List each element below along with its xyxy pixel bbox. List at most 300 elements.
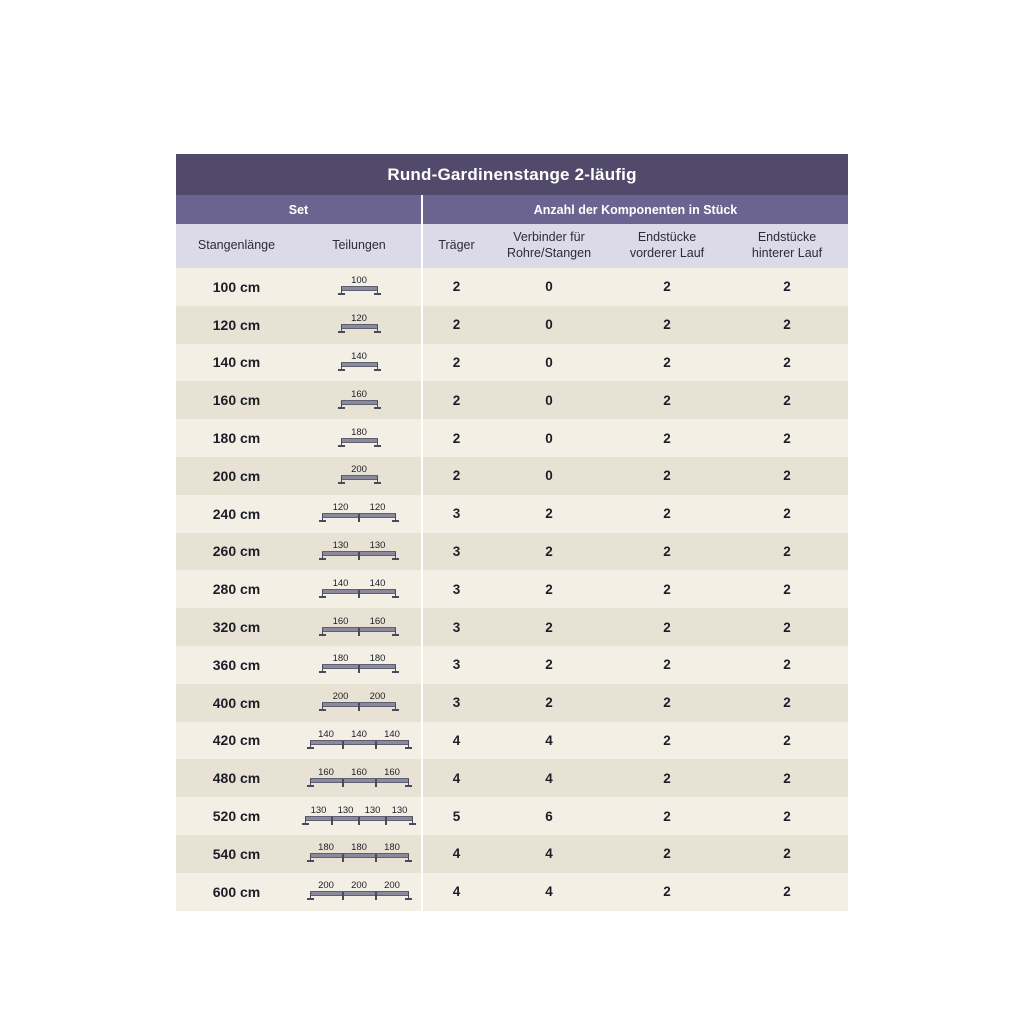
rod-diagram xyxy=(341,351,378,371)
cell-teilungen xyxy=(297,873,422,911)
cell-endstuecke-hinten: 2 xyxy=(726,381,848,419)
cell-endstuecke-vorne: 2 xyxy=(608,722,726,760)
rod-segment xyxy=(341,313,378,333)
rod-bar xyxy=(376,778,409,783)
rod-diagram xyxy=(341,275,378,295)
table-row xyxy=(176,419,848,457)
rod-segment xyxy=(341,464,378,484)
cell-endstuecke-hinten: 2 xyxy=(726,306,848,344)
rod-segment-label: 120 xyxy=(332,502,349,514)
cell-teilungen xyxy=(297,495,422,533)
rod-segment-label: 140 xyxy=(384,728,400,740)
cell-endstuecke-hinten: 2 xyxy=(726,570,848,608)
cell-teilungen xyxy=(297,722,422,760)
rod-bar xyxy=(322,627,359,632)
rod-segment xyxy=(359,540,396,560)
cell-traeger: 4 xyxy=(422,835,490,873)
rod-end-right xyxy=(374,293,381,295)
rod-tick-left xyxy=(343,854,344,862)
rod-end-right xyxy=(405,785,412,787)
rod-diagram xyxy=(322,540,396,560)
rod-end-left xyxy=(338,482,345,484)
rod-diagram xyxy=(322,616,396,636)
rod-end-left xyxy=(307,860,314,862)
cell-traeger: 4 xyxy=(422,873,490,911)
cell-endstuecke-hinten: 2 xyxy=(726,759,848,797)
cell-stangenlaenge: 600 cm xyxy=(176,873,297,911)
rod-segment-label: 130 xyxy=(364,804,381,816)
table-row xyxy=(176,268,848,306)
column-header-endstuecke-vorne-line2: vorderer Lauf xyxy=(629,246,705,260)
rod-bar xyxy=(376,740,409,745)
cell-stangenlaenge: 100 cm xyxy=(176,268,297,306)
cell-verbinder: 0 xyxy=(490,381,608,419)
table-row xyxy=(176,344,848,382)
rod-end-right xyxy=(405,898,412,900)
table-row xyxy=(176,306,848,344)
rod-segment xyxy=(341,389,378,409)
rod-bar xyxy=(359,551,396,556)
rod-segment xyxy=(332,805,359,825)
rod-bar xyxy=(341,400,378,405)
cell-teilungen xyxy=(297,835,422,873)
rod-end-right xyxy=(374,482,381,484)
rod-segment-label: 200 xyxy=(332,691,349,703)
cell-endstuecke-vorne: 2 xyxy=(608,381,726,419)
cell-teilungen xyxy=(297,419,422,457)
rod-segment xyxy=(310,767,343,787)
table-group-header-row xyxy=(176,195,848,224)
table-row xyxy=(176,797,848,835)
table-row xyxy=(176,533,848,571)
column-header-endstuecke-hinten xyxy=(726,224,848,268)
cell-endstuecke-vorne: 2 xyxy=(608,797,726,835)
rod-tick-left xyxy=(332,817,333,825)
table-column-header-row xyxy=(176,224,848,268)
rod-segment xyxy=(376,729,409,749)
cell-endstuecke-hinten: 2 xyxy=(726,344,848,382)
cell-stangenlaenge: 120 cm xyxy=(176,306,297,344)
cell-traeger: 5 xyxy=(422,797,490,835)
rod-segment-label: 180 xyxy=(369,653,386,665)
table-title-row xyxy=(176,154,848,195)
cell-traeger: 2 xyxy=(422,306,490,344)
rod-end-left xyxy=(302,823,309,825)
rod-tick-left xyxy=(359,817,360,825)
rod-segment-label: 130 xyxy=(391,804,408,816)
rod-tick-left xyxy=(376,892,377,900)
cell-teilungen xyxy=(297,608,422,646)
rod-segment-label: 200 xyxy=(351,880,367,892)
rod-segment-label: 180 xyxy=(318,842,334,854)
rod-end-right xyxy=(405,747,412,749)
rod-diagram xyxy=(341,389,378,409)
column-header-verbinder xyxy=(490,224,608,268)
rod-segment xyxy=(341,351,378,371)
rod-diagram xyxy=(341,313,378,333)
rod-segment xyxy=(359,653,396,673)
cell-verbinder: 0 xyxy=(490,419,608,457)
rod-diagram xyxy=(310,767,409,787)
rod-segment-label: 180 xyxy=(384,842,400,854)
rod-segment xyxy=(376,767,409,787)
table-title: Rund-Gardinenstange 2-läufig xyxy=(176,154,848,195)
column-header-traeger: Träger xyxy=(422,224,490,268)
cell-endstuecke-hinten: 2 xyxy=(726,495,848,533)
column-header-endstuecke-hinten-line2: hinterer Lauf xyxy=(751,246,823,260)
cell-traeger: 2 xyxy=(422,381,490,419)
cell-endstuecke-vorne: 2 xyxy=(608,344,726,382)
rod-tick-left xyxy=(343,892,344,900)
cell-endstuecke-hinten: 2 xyxy=(726,457,848,495)
cell-teilungen xyxy=(297,381,422,419)
rod-bar xyxy=(341,475,378,480)
column-header-verbinder-line1: Verbinder für xyxy=(513,230,585,245)
cell-stangenlaenge: 200 cm xyxy=(176,457,297,495)
rod-bar xyxy=(310,778,343,783)
rod-segment xyxy=(341,427,378,447)
rod-tick-left xyxy=(376,854,377,862)
cell-traeger: 3 xyxy=(422,495,490,533)
column-header-verbinder-line2: Rohre/Stangen xyxy=(506,246,592,260)
rod-end-right xyxy=(405,860,412,862)
cell-endstuecke-hinten: 2 xyxy=(726,684,848,722)
cell-verbinder: 4 xyxy=(490,835,608,873)
column-header-endstuecke-vorne xyxy=(608,224,726,268)
rod-end-left xyxy=(319,520,326,522)
curtain-rod-spec-table xyxy=(176,154,848,911)
table-row xyxy=(176,608,848,646)
group-header-set: Set xyxy=(176,195,422,224)
rod-bar xyxy=(310,740,343,745)
rod-segment-label: 130 xyxy=(310,804,327,816)
rod-bar xyxy=(322,589,359,594)
rod-segment xyxy=(359,616,396,636)
rod-diagram xyxy=(305,805,413,825)
rod-segment xyxy=(322,653,359,673)
rod-segment xyxy=(322,578,359,598)
cell-stangenlaenge: 540 cm xyxy=(176,835,297,873)
cell-verbinder: 2 xyxy=(490,570,608,608)
cell-teilungen xyxy=(297,344,422,382)
rod-bar xyxy=(341,362,378,367)
table-head xyxy=(176,154,848,268)
rod-segment xyxy=(310,880,343,900)
table-row xyxy=(176,495,848,533)
cell-verbinder: 0 xyxy=(490,457,608,495)
rod-end-right xyxy=(374,407,381,409)
rod-tick-left xyxy=(359,590,360,598)
cell-traeger: 3 xyxy=(422,570,490,608)
rod-bar xyxy=(359,513,396,518)
cell-stangenlaenge: 280 cm xyxy=(176,570,297,608)
cell-stangenlaenge: 160 cm xyxy=(176,381,297,419)
rod-bar xyxy=(310,853,343,858)
cell-endstuecke-hinten: 2 xyxy=(726,268,848,306)
cell-verbinder: 2 xyxy=(490,495,608,533)
rod-tick-left xyxy=(359,703,360,711)
rod-end-right xyxy=(374,369,381,371)
cell-stangenlaenge: 480 cm xyxy=(176,759,297,797)
rod-end-right xyxy=(392,634,399,636)
cell-endstuecke-vorne: 2 xyxy=(608,835,726,873)
cell-stangenlaenge: 420 cm xyxy=(176,722,297,760)
rod-end-left xyxy=(338,293,345,295)
rod-diagram xyxy=(341,427,378,447)
rod-diagram xyxy=(322,653,396,673)
rod-segment xyxy=(343,767,376,787)
rod-segment xyxy=(310,729,343,749)
rod-bar xyxy=(322,702,359,707)
cell-teilungen xyxy=(297,457,422,495)
rod-segment-label: 140 xyxy=(351,728,367,740)
cell-verbinder: 0 xyxy=(490,344,608,382)
rod-bar xyxy=(343,740,376,745)
rod-diagram xyxy=(341,464,378,484)
rod-bar xyxy=(322,664,359,669)
cell-verbinder: 2 xyxy=(490,533,608,571)
cell-traeger: 2 xyxy=(422,344,490,382)
cell-traeger: 2 xyxy=(422,268,490,306)
rod-segment-label: 160 xyxy=(332,615,349,627)
cell-stangenlaenge: 240 cm xyxy=(176,495,297,533)
rod-tick-left xyxy=(359,665,360,673)
rod-segment xyxy=(322,691,359,711)
rod-segment-label: 200 xyxy=(318,880,334,892)
rod-bar xyxy=(359,589,396,594)
cell-verbinder: 4 xyxy=(490,759,608,797)
cell-endstuecke-hinten: 2 xyxy=(726,533,848,571)
rod-end-left xyxy=(338,331,345,333)
rod-diagram xyxy=(322,691,396,711)
rod-bar xyxy=(376,853,409,858)
cell-verbinder: 6 xyxy=(490,797,608,835)
column-header-teilungen: Teilungen xyxy=(297,224,422,268)
cell-traeger: 3 xyxy=(422,684,490,722)
cell-teilungen xyxy=(297,268,422,306)
table-row xyxy=(176,759,848,797)
rod-segment-label: 180 xyxy=(332,653,349,665)
rod-bar xyxy=(322,513,359,518)
cell-teilungen xyxy=(297,570,422,608)
rod-diagram xyxy=(310,842,409,862)
table-row xyxy=(176,570,848,608)
table-row xyxy=(176,684,848,722)
rod-segment xyxy=(359,502,396,522)
group-header-components: Anzahl der Komponenten in Stück xyxy=(422,195,848,224)
rod-segment-label: 120 xyxy=(369,502,386,514)
cell-teilungen xyxy=(297,759,422,797)
rod-segment-label: 100 xyxy=(351,275,367,287)
cell-endstuecke-hinten: 2 xyxy=(726,722,848,760)
rod-end-right xyxy=(374,331,381,333)
table-row xyxy=(176,873,848,911)
rod-segment xyxy=(341,275,378,295)
rod-segment-label: 160 xyxy=(384,766,400,778)
cell-traeger: 2 xyxy=(422,419,490,457)
rod-bar xyxy=(310,891,343,896)
cell-traeger: 3 xyxy=(422,646,490,684)
cell-endstuecke-hinten: 2 xyxy=(726,797,848,835)
rod-bar xyxy=(343,891,376,896)
cell-endstuecke-vorne: 2 xyxy=(608,570,726,608)
rod-segment-label: 160 xyxy=(351,388,367,400)
column-header-endstuecke-hinten-line1: Endstücke xyxy=(757,230,817,245)
rod-segment-label: 130 xyxy=(332,539,349,551)
rod-segment xyxy=(343,729,376,749)
rod-bar xyxy=(376,891,409,896)
cell-endstuecke-vorne: 2 xyxy=(608,759,726,797)
rod-bar xyxy=(341,286,378,291)
rod-segment-label: 180 xyxy=(351,426,367,438)
rod-end-left xyxy=(338,445,345,447)
spec-table-container xyxy=(176,154,848,911)
cell-endstuecke-vorne: 2 xyxy=(608,306,726,344)
rod-segment-label: 200 xyxy=(351,464,367,476)
rod-segment xyxy=(322,502,359,522)
rod-segment xyxy=(376,880,409,900)
cell-endstuecke-vorne: 2 xyxy=(608,646,726,684)
rod-bar xyxy=(343,853,376,858)
cell-teilungen xyxy=(297,646,422,684)
rod-tick-left xyxy=(359,628,360,636)
rod-segment-label: 180 xyxy=(351,842,367,854)
cell-teilungen xyxy=(297,684,422,722)
rod-segment xyxy=(386,805,413,825)
cell-verbinder: 4 xyxy=(490,873,608,911)
rod-end-right xyxy=(409,823,416,825)
cell-verbinder: 0 xyxy=(490,306,608,344)
cell-verbinder: 2 xyxy=(490,608,608,646)
cell-verbinder: 4 xyxy=(490,722,608,760)
rod-segment-label: 140 xyxy=(332,577,349,589)
rod-end-left xyxy=(319,596,326,598)
rod-segment-label: 130 xyxy=(337,804,354,816)
cell-endstuecke-vorne: 2 xyxy=(608,268,726,306)
rod-segment-label: 140 xyxy=(318,728,334,740)
cell-stangenlaenge: 320 cm xyxy=(176,608,297,646)
rod-segment xyxy=(359,805,386,825)
rod-end-right xyxy=(392,671,399,673)
cell-endstuecke-vorne: 2 xyxy=(608,457,726,495)
rod-end-left xyxy=(307,785,314,787)
cell-endstuecke-vorne: 2 xyxy=(608,684,726,722)
cell-endstuecke-vorne: 2 xyxy=(608,419,726,457)
cell-verbinder: 2 xyxy=(490,646,608,684)
rod-bar xyxy=(341,438,378,443)
cell-verbinder: 2 xyxy=(490,684,608,722)
rod-end-right xyxy=(392,558,399,560)
table-row xyxy=(176,646,848,684)
cell-teilungen xyxy=(297,533,422,571)
cell-traeger: 3 xyxy=(422,533,490,571)
table-body xyxy=(176,268,848,911)
rod-bar xyxy=(359,816,386,821)
cell-stangenlaenge: 140 cm xyxy=(176,344,297,382)
rod-segment-label: 130 xyxy=(369,539,386,551)
cell-endstuecke-hinten: 2 xyxy=(726,873,848,911)
rod-segment-label: 160 xyxy=(318,766,334,778)
rod-bar xyxy=(332,816,359,821)
rod-tick-left xyxy=(376,741,377,749)
rod-end-left xyxy=(307,898,314,900)
rod-bar xyxy=(359,664,396,669)
rod-segment xyxy=(310,842,343,862)
rod-segment xyxy=(322,540,359,560)
rod-bar xyxy=(386,816,413,821)
rod-segment-label: 140 xyxy=(351,350,367,362)
rod-segment-label: 120 xyxy=(351,313,367,325)
table-row xyxy=(176,457,848,495)
rod-tick-left xyxy=(359,552,360,560)
rod-segment xyxy=(343,880,376,900)
rod-end-left xyxy=(319,558,326,560)
rod-tick-left xyxy=(359,514,360,522)
cell-endstuecke-hinten: 2 xyxy=(726,419,848,457)
rod-segment-label: 160 xyxy=(369,615,386,627)
rod-bar xyxy=(343,778,376,783)
cell-stangenlaenge: 260 cm xyxy=(176,533,297,571)
rod-end-left xyxy=(319,634,326,636)
rod-bar xyxy=(305,816,332,821)
rod-segment xyxy=(322,616,359,636)
rod-end-left xyxy=(338,407,345,409)
cell-endstuecke-vorne: 2 xyxy=(608,608,726,646)
cell-verbinder: 0 xyxy=(490,268,608,306)
rod-end-left xyxy=(338,369,345,371)
table-row xyxy=(176,722,848,760)
rod-end-right xyxy=(374,445,381,447)
rod-end-right xyxy=(392,520,399,522)
cell-endstuecke-vorne: 2 xyxy=(608,873,726,911)
cell-stangenlaenge: 360 cm xyxy=(176,646,297,684)
rod-segment xyxy=(359,578,396,598)
cell-endstuecke-hinten: 2 xyxy=(726,608,848,646)
table-row xyxy=(176,381,848,419)
cell-traeger: 4 xyxy=(422,722,490,760)
cell-traeger: 4 xyxy=(422,759,490,797)
rod-diagram xyxy=(310,729,409,749)
rod-bar xyxy=(359,702,396,707)
cell-endstuecke-vorne: 2 xyxy=(608,495,726,533)
rod-segment xyxy=(343,842,376,862)
rod-segment-label: 140 xyxy=(369,577,386,589)
rod-diagram xyxy=(322,502,396,522)
rod-end-left xyxy=(319,671,326,673)
cell-stangenlaenge: 520 cm xyxy=(176,797,297,835)
rod-end-left xyxy=(319,709,326,711)
cell-teilungen xyxy=(297,306,422,344)
rod-tick-left xyxy=(343,741,344,749)
cell-traeger: 3 xyxy=(422,608,490,646)
cell-endstuecke-vorne: 2 xyxy=(608,533,726,571)
rod-tick-left xyxy=(376,779,377,787)
rod-end-right xyxy=(392,709,399,711)
rod-segment xyxy=(376,842,409,862)
rod-bar xyxy=(341,324,378,329)
column-header-stangenlaenge: Stangenlänge xyxy=(176,224,297,268)
rod-tick-left xyxy=(386,817,387,825)
cell-traeger: 2 xyxy=(422,457,490,495)
cell-teilungen xyxy=(297,797,422,835)
rod-segment xyxy=(305,805,332,825)
rod-diagram xyxy=(310,880,409,900)
cell-stangenlaenge: 400 cm xyxy=(176,684,297,722)
rod-segment xyxy=(359,691,396,711)
column-header-endstuecke-vorne-line1: Endstücke xyxy=(637,230,697,245)
rod-end-right xyxy=(392,596,399,598)
cell-endstuecke-hinten: 2 xyxy=(726,646,848,684)
